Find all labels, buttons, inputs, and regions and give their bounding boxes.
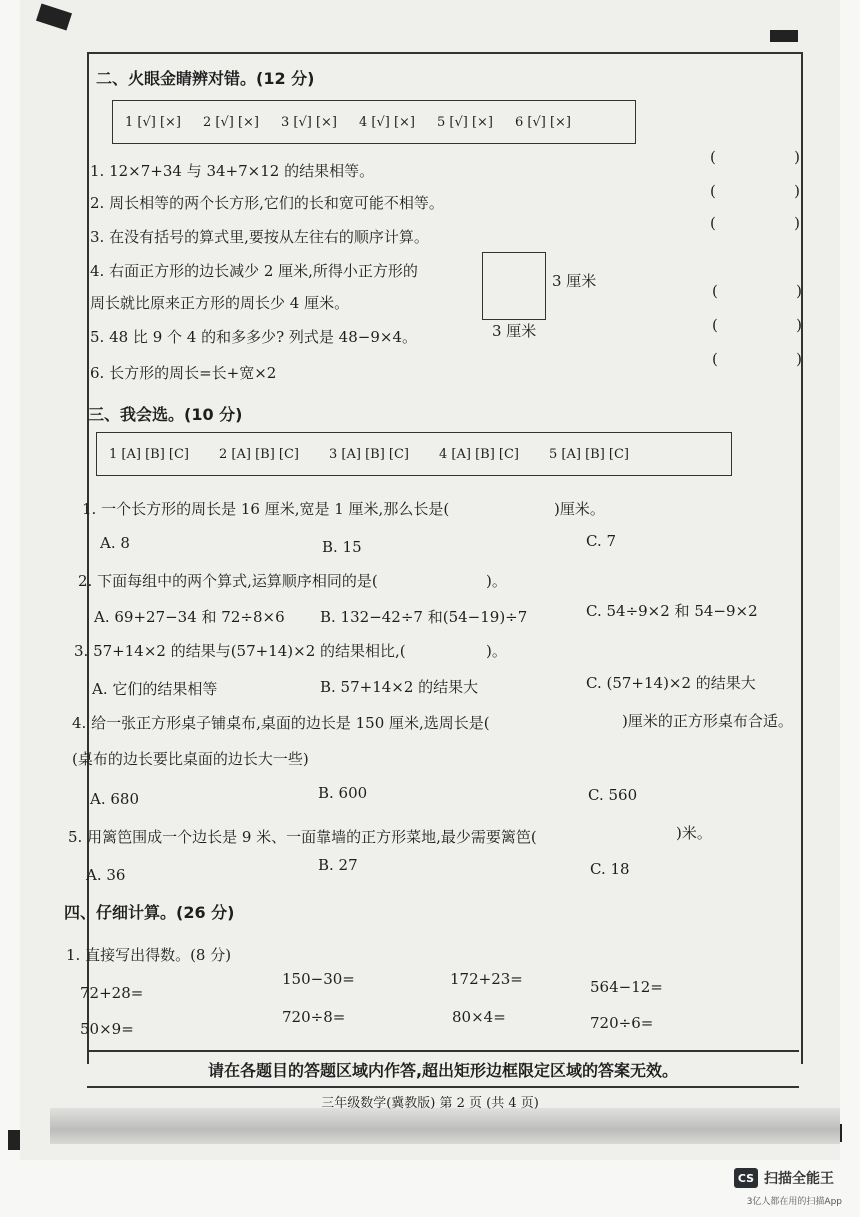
square-figure [482,252,546,320]
page-edge-shadow [50,1108,840,1144]
section4-sub: 1. 直接写出得数。(8 分) [66,946,232,964]
tf-item-4: 4. 右面正方形的边长减少 2 厘米,所得小正方形的 [90,262,418,280]
calc-6: 720÷8= [282,1008,346,1026]
q1-option-c: C. 7 [586,532,617,550]
scanner-tagline: 3亿人都在用的扫描App [746,1197,842,1207]
answer-paren-2[interactable]: ( ) [710,182,800,200]
q3-option-a: A. 它们的结果相等 [92,680,218,698]
answer-paren-3[interactable]: ( ) [710,214,800,232]
q4-tail: )厘米的正方形桌布合适。 [622,712,793,730]
scanner-logo [734,1168,834,1188]
q4-option-c: C. 560 [588,786,638,804]
tf-item-2: 2. 周长相等的两个长方形,它们的长和宽可能不相等。 [90,194,444,212]
square-bottom-label: 3 厘米 [492,322,537,340]
tf-item-5: 5. 48 比 9 个 4 的和多多少? 列式是 48−9×4。 [90,328,417,346]
q5-option-a: A. 36 [86,866,126,884]
calc-8: 720÷6= [590,1014,654,1032]
calc-2: 150−30= [282,970,355,988]
section3-answer-box [96,432,732,476]
q2-option-b: B. 132−42÷7 和(54−19)÷7 [320,608,528,626]
calc-7: 80×4= [452,1008,506,1026]
calc-4: 564−12= [590,978,663,996]
choice-cell-4[interactable]: 4 [A] [B] [C] [439,446,519,462]
q3-option-c: C. (57+14)×2 的结果大 [586,674,756,692]
choice-cell-2[interactable]: 2 [A] [B] [C] [219,446,299,462]
section2-title: 二、火眼金睛辨对错。(12 分) [96,69,315,88]
q4-note: (桌布的边长要比桌面的边长大一些) [72,750,309,768]
answer-area-notice: 请在各题目的答题区域内作答,超出矩形边框限定区域的答案无效。 [87,1050,799,1088]
q1-stem: 1. 一个长方形的周长是 16 厘米,宽是 1 厘米,那么长是( [82,500,450,518]
q1-tail: )厘米。 [554,500,605,518]
q2-option-a: A. 69+27−34 和 72÷8×6 [94,608,285,626]
corner-mark-top-right [770,30,798,42]
answer-cell-1[interactable]: 1 [√] [×] [125,114,181,130]
q3-tail: )。 [486,642,507,660]
page-footer: 三年级数学(冀教版) 第 2 页 (共 4 页) [321,1096,539,1111]
tf-item-3: 3. 在没有括号的算式里,要按从左往右的顺序计算。 [90,228,429,246]
q1-option-a: A. 8 [100,534,130,552]
answer-paren-4[interactable]: ( ) [712,282,802,300]
corner-mark-bottom-left [8,1130,20,1150]
q2-stem: 2. 下面每组中的两个算式,运算顺序相同的是( [78,572,378,590]
choice-cell-3[interactable]: 3 [A] [B] [C] [329,446,409,462]
q3-option-b: B. 57+14×2 的结果大 [320,678,479,696]
q2-tail: )。 [486,572,507,590]
answer-cell-2[interactable]: 2 [√] [×] [203,114,259,130]
section2-answer-box [112,100,636,144]
q5-tail: )米。 [676,824,712,842]
square-side-label: 3 厘米 [552,272,597,290]
answer-cell-3[interactable]: 3 [√] [×] [281,114,337,130]
choice-cell-5[interactable]: 5 [A] [B] [C] [549,446,629,462]
q3-stem: 3. 57+14×2 的结果与(57+14)×2 的结果相比,( [74,642,406,660]
section3-title: 三、我会选。(10 分) [88,405,243,424]
q2-option-c: C. 54÷9×2 和 54−9×2 [586,602,758,620]
section4-title: 四、仔细计算。(26 分) [64,903,235,922]
calc-3: 172+23= [450,970,523,988]
answer-paren-1[interactable]: ( ) [710,148,800,166]
tf-item-4-cont: 周长就比原来正方形的周长少 4 厘米。 [90,294,350,312]
q4-stem: 4. 给一张正方形桌子铺桌布,桌面的边长是 150 厘米,选周长是( [72,714,490,732]
answer-cell-5[interactable]: 5 [√] [×] [437,114,493,130]
tf-item-6: 6. 长方形的周长=长+宽×2 [90,364,277,382]
answer-cell-4[interactable]: 4 [√] [×] [359,114,415,130]
q5-option-c: C. 18 [590,860,630,878]
answer-cell-6[interactable]: 6 [√] [×] [515,114,571,130]
answer-paren-6[interactable]: ( ) [712,350,802,368]
answer-paren-5[interactable]: ( ) [712,316,802,334]
q4-option-a: A. 680 [90,790,139,808]
q5-option-b: B. 27 [318,856,358,874]
calc-5: 50×9= [80,1020,134,1038]
tf-item-1: 1. 12×7+34 与 34+7×12 的结果相等。 [90,162,375,180]
q5-stem: 5. 用篱笆围成一个边长是 9 米、一面靠墙的正方形菜地,最少需要篱笆( [68,828,537,846]
q4-option-b: B. 600 [318,784,368,802]
scanner-app-name: 扫描全能王 [764,1171,834,1187]
choice-cell-1[interactable]: 1 [A] [B] [C] [109,446,189,462]
cs-logo-icon: CS [734,1168,758,1188]
q1-option-b: B. 15 [322,538,362,556]
calc-1: 72+28= [80,984,144,1002]
